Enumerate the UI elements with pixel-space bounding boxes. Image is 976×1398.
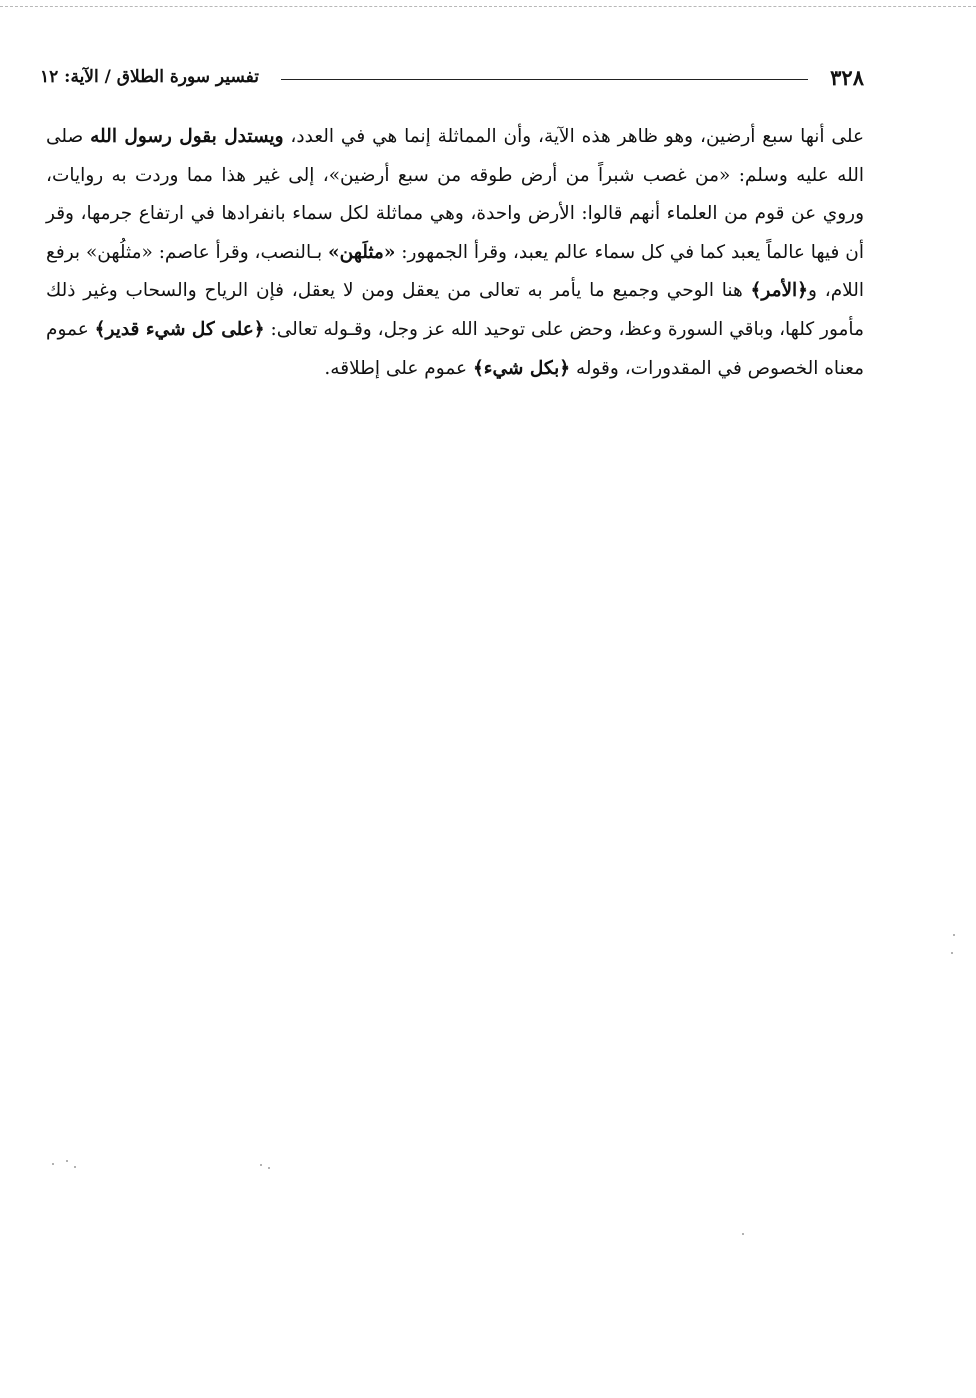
quran-quote: ﴿على كل شيء قدير﴾ bbox=[94, 318, 265, 340]
scan-speck bbox=[52, 1163, 54, 1165]
text-segment: عموم على إطلاقه. bbox=[324, 357, 473, 379]
quran-quote: ﴿بكل شيء﴾ bbox=[472, 357, 571, 379]
page-number: ٣٢٨ bbox=[830, 64, 864, 90]
body-paragraph bbox=[46, 118, 864, 388]
text-segment: صلى الله عليه وسلم: «من غصب شبراً من أرض طوقه من سبع أرضين»، إلى غير هذا مما وردت به روايات، وروي عن قوم من العلماء أنهم قالوا: الأرض واحدة، وهي مماثلة لكل سماء بانفرادها في ارتفاع جرمها، وقر أن فيها عالماً يعبد كما في كل سماء عالم يعبد، وقرأ الجمهور: bbox=[46, 126, 864, 263]
scan-speck bbox=[260, 1164, 262, 1166]
scan-speck bbox=[66, 1160, 68, 1162]
scan-speck bbox=[953, 934, 955, 936]
header-divider-rule bbox=[281, 79, 808, 80]
text-segment: على أنها سبع أرضين، وهو ظاهر هذه الآية، وأن المماثلة إنما هي في العدد، bbox=[283, 126, 865, 147]
page-header bbox=[40, 62, 864, 92]
text-segment: عموم معناه الخصوص في المقدورات، وقوله bbox=[46, 318, 864, 379]
scan-top-edge-rule bbox=[0, 6, 976, 7]
running-title: تفسير سورة الطلاق / الآية: ١٢ bbox=[40, 67, 259, 87]
scan-speck bbox=[742, 1233, 744, 1235]
bold-phrase: ويستدل بقول رسول الله bbox=[90, 126, 284, 147]
text-segment: هنا الوحي وجميع ما يأمر به تعالى من يعقل ومن لا يعقل، فإن الرياح والسحاب وغير ذلك مأمور كلها، وباقي السورة وعظ، وحض على توحيد الله عز وجل، وقـوله تعالى: bbox=[46, 280, 864, 340]
scan-speck bbox=[74, 1166, 76, 1168]
bold-reading-quote: «مثلَهن» bbox=[328, 241, 396, 263]
scan-speck bbox=[951, 952, 953, 954]
scan-speck bbox=[268, 1167, 270, 1169]
quran-quote: ﴿الأمر﴾ bbox=[750, 280, 809, 302]
text-segment: بـالنصب، وقرأ عاصم: «مثلُهن» برفع اللام، و bbox=[46, 241, 864, 302]
